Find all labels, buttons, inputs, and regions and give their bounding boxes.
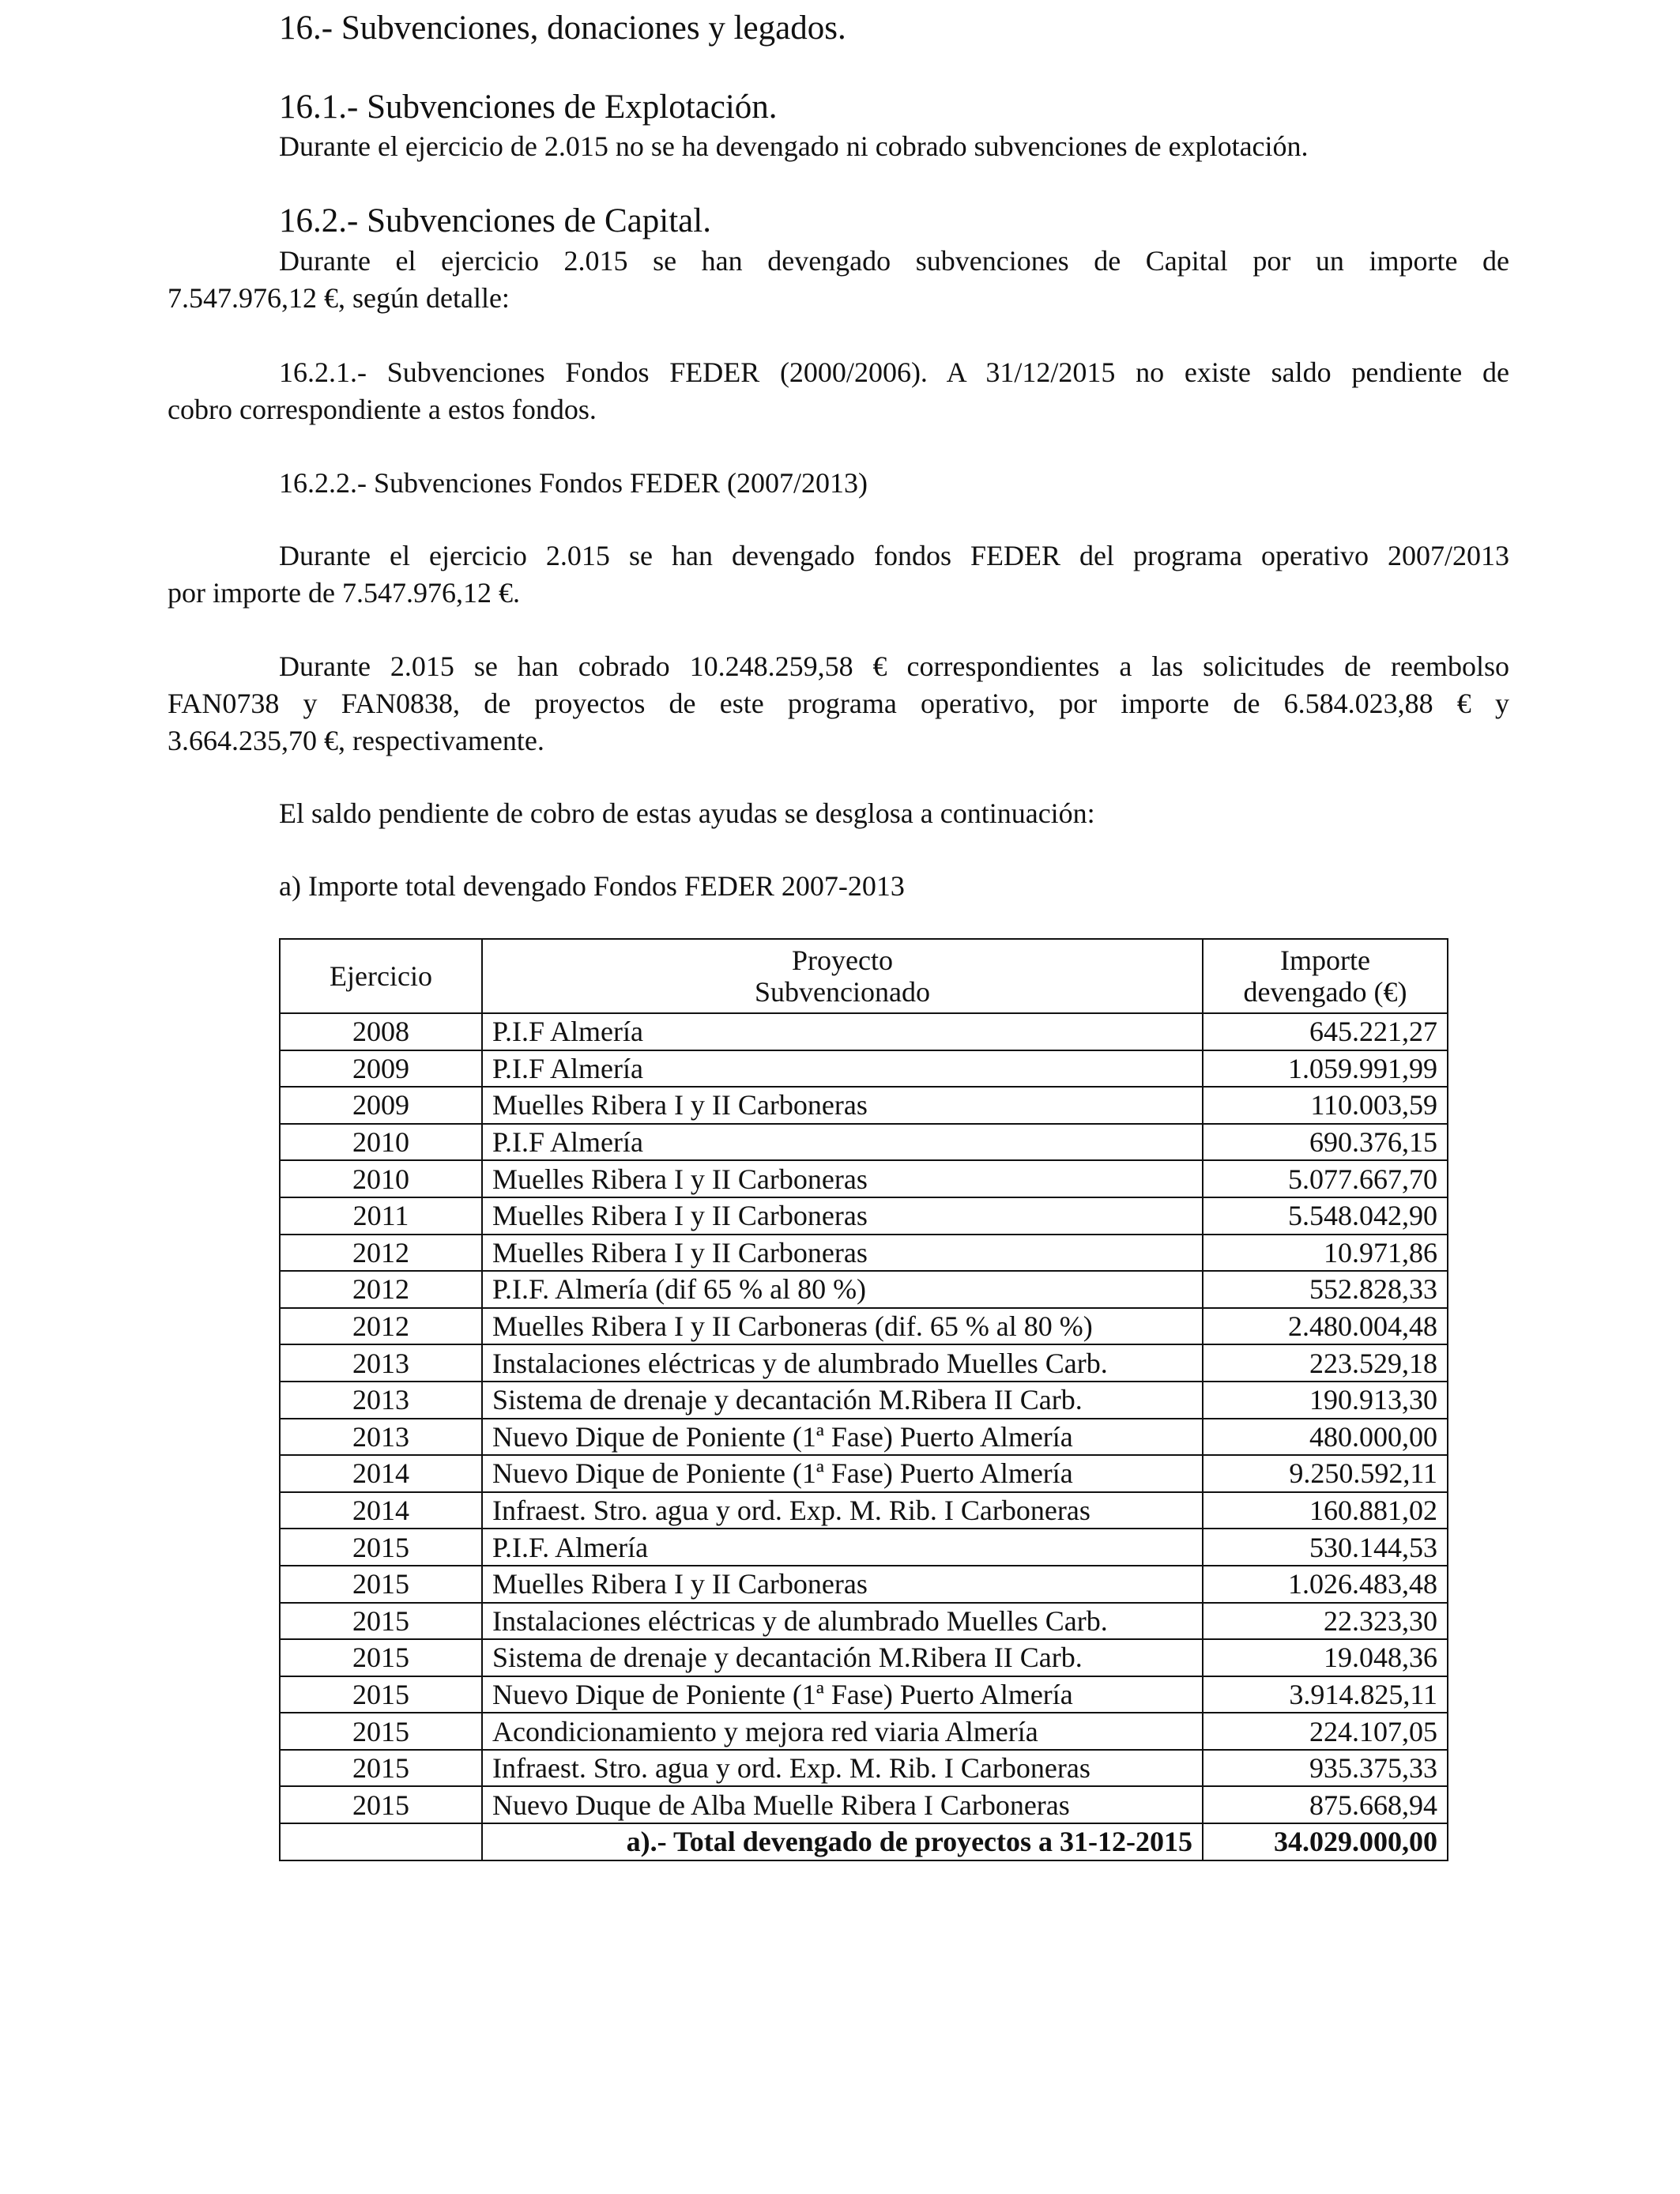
- table-row: [280, 1271, 1448, 1308]
- row-year: 2012: [280, 1271, 482, 1308]
- table-row: [280, 1308, 1448, 1345]
- paragraph-saldo: El saldo pendiente de cobro de estas ayudas se desglosa a continuación:: [279, 797, 1095, 829]
- row-amount: 645.221,27: [1203, 1013, 1448, 1050]
- row-project: Sistema de drenaje y decantación M.Ribera II Carb.: [482, 1382, 1203, 1419]
- row-project: Acondicionamiento y mejora red viaria Almería: [482, 1713, 1203, 1750]
- row-amount: 1.059.991,99: [1203, 1050, 1448, 1088]
- paragraph-capital-line1: Durante el ejercicio 2.015 se han devengado subvenciones de Capital por un importe de: [279, 245, 1509, 277]
- row-year: 2013: [280, 1382, 482, 1419]
- table-body: [280, 1013, 1448, 1823]
- row-year: 2009: [280, 1050, 482, 1088]
- row-project: Instalaciones eléctricas y de alumbrado Muelles Carb.: [482, 1344, 1203, 1382]
- header-proyecto: [482, 939, 1203, 1013]
- paragraph-devengado-line2: por importe de 7.547.976,12 €.: [168, 577, 520, 609]
- section-heading-16-1: 16.1.- Subvenciones de Explotación.: [279, 89, 778, 126]
- row-project: Muelles Ribera I y II Carboneras (dif. 65 % al 80 %): [482, 1308, 1203, 1345]
- paragraph-devengado-line1: Durante el ejercicio 2.015 se han devengado fondos FEDER del programa operativo 2007/2013: [279, 540, 1509, 571]
- row-project: Nuevo Dique de Poniente (1ª Fase) Puerto Almería: [482, 1419, 1203, 1456]
- row-amount: 1.026.483,48: [1203, 1566, 1448, 1603]
- total-empty-cell: [280, 1823, 482, 1860]
- row-project: Infraest. Stro. agua y ord. Exp. M. Rib. I Carboneras: [482, 1750, 1203, 1787]
- row-year: 2014: [280, 1455, 482, 1492]
- table-row: [280, 1639, 1448, 1676]
- row-year: 2015: [280, 1676, 482, 1713]
- header-proyecto-line2: Subvencionado: [755, 976, 930, 1008]
- row-amount: 530.144,53: [1203, 1529, 1448, 1566]
- row-year: 2015: [280, 1603, 482, 1640]
- row-year: 2012: [280, 1235, 482, 1272]
- paragraph-cobrado-line3: 3.664.235,70 €, respectivamente.: [168, 725, 544, 756]
- table-row: [280, 1676, 1448, 1713]
- table-row: [280, 1419, 1448, 1456]
- header-proyecto-line1: Proyecto: [792, 944, 893, 976]
- row-year: 2015: [280, 1713, 482, 1750]
- table-header-row: [280, 939, 1448, 1013]
- row-amount: 19.048,36: [1203, 1639, 1448, 1676]
- table-row: [280, 1786, 1448, 1823]
- table-row: [280, 1087, 1448, 1124]
- row-project: Muelles Ribera I y II Carboneras: [482, 1197, 1203, 1235]
- row-amount: 552.828,33: [1203, 1271, 1448, 1308]
- table-row: [280, 1050, 1448, 1088]
- feder-table: [279, 938, 1448, 1861]
- subsection-heading-16-2-2: 16.2.2.- Subvenciones Fondos FEDER (2007/2013): [279, 467, 868, 499]
- table-row: [280, 1382, 1448, 1419]
- row-project: P.I.F Almería: [482, 1124, 1203, 1161]
- row-year: 2010: [280, 1160, 482, 1197]
- table-row: [280, 1566, 1448, 1603]
- row-amount: 224.107,05: [1203, 1713, 1448, 1750]
- table-row: [280, 1713, 1448, 1750]
- row-project: Nuevo Dique de Poniente (1ª Fase) Puerto Almería: [482, 1676, 1203, 1713]
- row-year: 2008: [280, 1013, 482, 1050]
- row-year: 2012: [280, 1308, 482, 1345]
- paragraph-feder-2000-line2: cobro correspondiente a estos fondos.: [168, 394, 597, 425]
- table-row: [280, 1492, 1448, 1529]
- row-amount: 22.323,30: [1203, 1603, 1448, 1640]
- row-year: 2015: [280, 1566, 482, 1603]
- total-amount: 34.029.000,00: [1203, 1823, 1448, 1860]
- row-project: Instalaciones eléctricas y de alumbrado Muelles Carb.: [482, 1603, 1203, 1640]
- row-amount: 5.077.667,70: [1203, 1160, 1448, 1197]
- section-heading-16: 16.- Subvenciones, donaciones y legados.: [279, 9, 846, 47]
- row-year: 2011: [280, 1197, 482, 1235]
- table-row: [280, 1197, 1448, 1235]
- row-project: Muelles Ribera I y II Carboneras: [482, 1160, 1203, 1197]
- table-caption: a) Importe total devengado Fondos FEDER 2007-2013: [279, 870, 905, 902]
- header-importe-line1: Importe: [1280, 944, 1370, 976]
- table-row: [280, 1344, 1448, 1382]
- row-year: 2015: [280, 1786, 482, 1823]
- row-project: P.I.F Almería: [482, 1013, 1203, 1050]
- table-row: [280, 1455, 1448, 1492]
- row-amount: 480.000,00: [1203, 1419, 1448, 1456]
- row-project: Muelles Ribera I y II Carboneras: [482, 1087, 1203, 1124]
- paragraph-cobrado-line1: Durante 2.015 se han cobrado 10.248.259,58 € correspondientes a las solicitudes de reembolso: [279, 650, 1509, 682]
- row-year: 2014: [280, 1492, 482, 1529]
- row-amount: 160.881,02: [1203, 1492, 1448, 1529]
- paragraph-explotacion: Durante el ejercicio de 2.015 no se ha devengado ni cobrado subvenciones de explotación.: [279, 130, 1309, 162]
- header-importe-line2: devengado (€): [1243, 976, 1407, 1008]
- row-amount: 875.668,94: [1203, 1786, 1448, 1823]
- row-amount: 690.376,15: [1203, 1124, 1448, 1161]
- table-row: [280, 1603, 1448, 1640]
- row-project: Sistema de drenaje y decantación M.Ribera II Carb.: [482, 1639, 1203, 1676]
- table-row: [280, 1235, 1448, 1272]
- row-amount: 10.971,86: [1203, 1235, 1448, 1272]
- paragraph-cobrado-line2: FAN0738 y FAN0838, de proyectos de este programa operativo, por importe de 6.584.023,88 € y: [168, 688, 1509, 719]
- row-amount: 2.480.004,48: [1203, 1308, 1448, 1345]
- row-project: Nuevo Duque de Alba Muelle Ribera I Carboneras: [482, 1786, 1203, 1823]
- row-project: P.I.F. Almería (dif 65 % al 80 %): [482, 1271, 1203, 1308]
- table-row: [280, 1124, 1448, 1161]
- header-importe: [1203, 939, 1448, 1013]
- row-amount: 5.548.042,90: [1203, 1197, 1448, 1235]
- paragraph-feder-2000-line1: 16.2.1.- Subvenciones Fondos FEDER (2000/2006). A 31/12/2015 no existe saldo pendiente de: [279, 356, 1509, 388]
- row-year: 2015: [280, 1639, 482, 1676]
- row-project: Muelles Ribera I y II Carboneras: [482, 1566, 1203, 1603]
- row-amount: 3.914.825,11: [1203, 1676, 1448, 1713]
- row-year: 2015: [280, 1750, 482, 1787]
- table-row: [280, 1160, 1448, 1197]
- row-project: Nuevo Dique de Poniente (1ª Fase) Puerto Almería: [482, 1455, 1203, 1492]
- row-amount: 9.250.592,11: [1203, 1455, 1448, 1492]
- table-row: [280, 1013, 1448, 1050]
- row-amount: 935.375,33: [1203, 1750, 1448, 1787]
- row-amount: 223.529,18: [1203, 1344, 1448, 1382]
- header-ejercicio: Ejercicio: [280, 939, 482, 1013]
- row-amount: 110.003,59: [1203, 1087, 1448, 1124]
- row-project: Muelles Ribera I y II Carboneras: [482, 1235, 1203, 1272]
- paragraph-capital-line2: 7.547.976,12 €, según detalle:: [168, 282, 510, 314]
- total-label: a).- Total devengado de proyectos a 31-12-2015: [482, 1823, 1203, 1860]
- row-year: 2010: [280, 1124, 482, 1161]
- row-year: 2015: [280, 1529, 482, 1566]
- row-project: Infraest. Stro. agua y ord. Exp. M. Rib. I Carboneras: [482, 1492, 1203, 1529]
- row-amount: 190.913,30: [1203, 1382, 1448, 1419]
- row-year: 2009: [280, 1087, 482, 1124]
- row-year: 2013: [280, 1419, 482, 1456]
- row-project: P.I.F Almería: [482, 1050, 1203, 1088]
- row-year: 2013: [280, 1344, 482, 1382]
- table-total-row: [280, 1823, 1448, 1860]
- row-project: P.I.F. Almería: [482, 1529, 1203, 1566]
- section-heading-16-2: 16.2.- Subvenciones de Capital.: [279, 202, 711, 239]
- table-row: [280, 1529, 1448, 1566]
- table-row: [280, 1750, 1448, 1787]
